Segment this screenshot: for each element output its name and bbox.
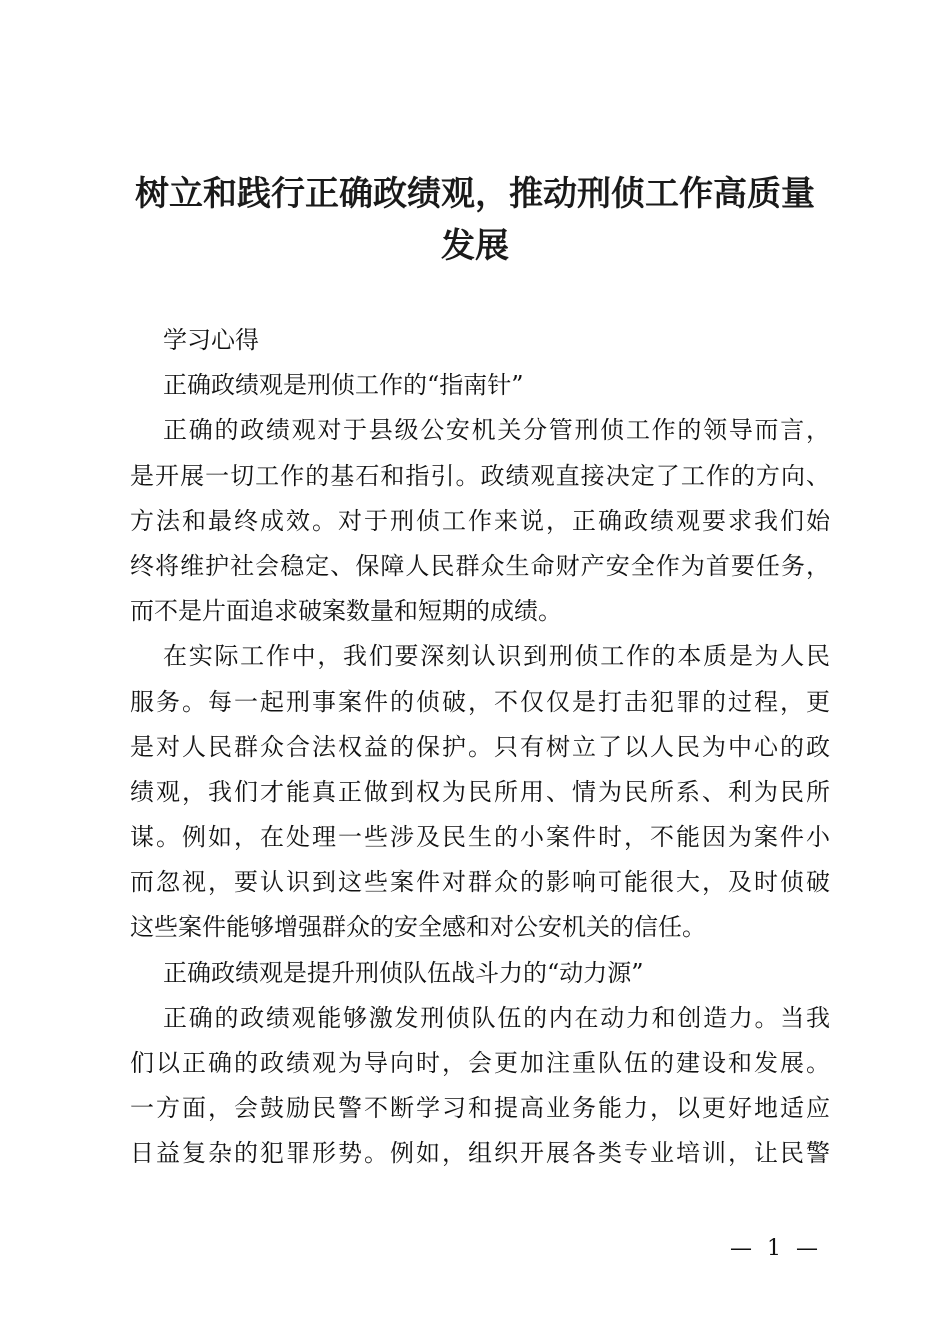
paragraph-line: 方法和最终成效。对于刑侦工作来说，正确政绩观要求我们始 [130, 506, 830, 535]
page-number: — 1 — [730, 1236, 822, 1261]
title-line-1: 树立和践行正确政绩观，推动刑侦工作高质量 [135, 174, 815, 214]
paragraph-line: 正确政绩观是刑侦工作的“指南针” [163, 371, 524, 400]
paragraph-line: 服务。每一起刑事案件的侦破，不仅仅是打击犯罪的过程，更 [130, 687, 830, 716]
paragraph-line: 终将维护社会稳定、保障人民群众生命财产安全作为首要任务， [130, 551, 830, 580]
paragraph-line: 们以正确的政绩观为导向时，会更加注重队伍的建设和发展。 [130, 1049, 830, 1077]
paragraph [130, 363, 830, 408]
paragraph-line: 而不是片面追求破案数量和短期的成绩。 [130, 597, 562, 626]
paragraph-line: 而忽视，要认识到这些案件对群众的影响可能很大，及时侦破 [130, 868, 830, 897]
paragraph [130, 996, 830, 1177]
paragraph [130, 634, 830, 950]
paragraph-line: 日益复杂的犯罪形势。例如，组织开展各类专业培训，让民警 [130, 1139, 830, 1168]
paragraph-line: 正确的政绩观对于县级公安机关分管刑侦工作的领导而言， [163, 416, 830, 445]
paragraph-line: 在实际工作中，我们要深刻认识到刑侦工作的本质是为人民 [163, 642, 830, 671]
paragraph-line: 学习心得 [163, 326, 259, 354]
paragraph-line: 这些案件能够增强群众的安全感和对公安机关的信任。 [130, 913, 706, 942]
document-body [130, 318, 830, 1177]
paragraph [130, 318, 830, 363]
paragraph-line: 正确的政绩观能够激发刑侦队伍的内在动力和创造力。当我 [163, 1003, 830, 1032]
paragraph-line: 正确政绩观是提升刑侦队伍战斗力的“动力源” [163, 958, 644, 987]
paragraph-line: 是开展一切工作的基石和指引。政绩观直接决定了工作的方向、 [130, 461, 830, 490]
paragraph [130, 408, 830, 634]
document-title [100, 168, 850, 272]
title-line-2: 发展 [441, 226, 509, 266]
paragraph-line: 绩观，我们才能真正做到权为民所用、情为民所系、利为民所 [130, 777, 830, 806]
paragraph-line: 谋。例如，在处理一些涉及民生的小案件时，不能因为案件小 [130, 823, 830, 852]
paragraph-line: 一方面，会鼓励民警不断学习和提高业务能力，以更好地适应 [130, 1094, 830, 1123]
paragraph-line: 是对人民群众合法权益的保护。只有树立了以人民为中心的政 [130, 732, 830, 761]
paragraph [130, 951, 830, 996]
